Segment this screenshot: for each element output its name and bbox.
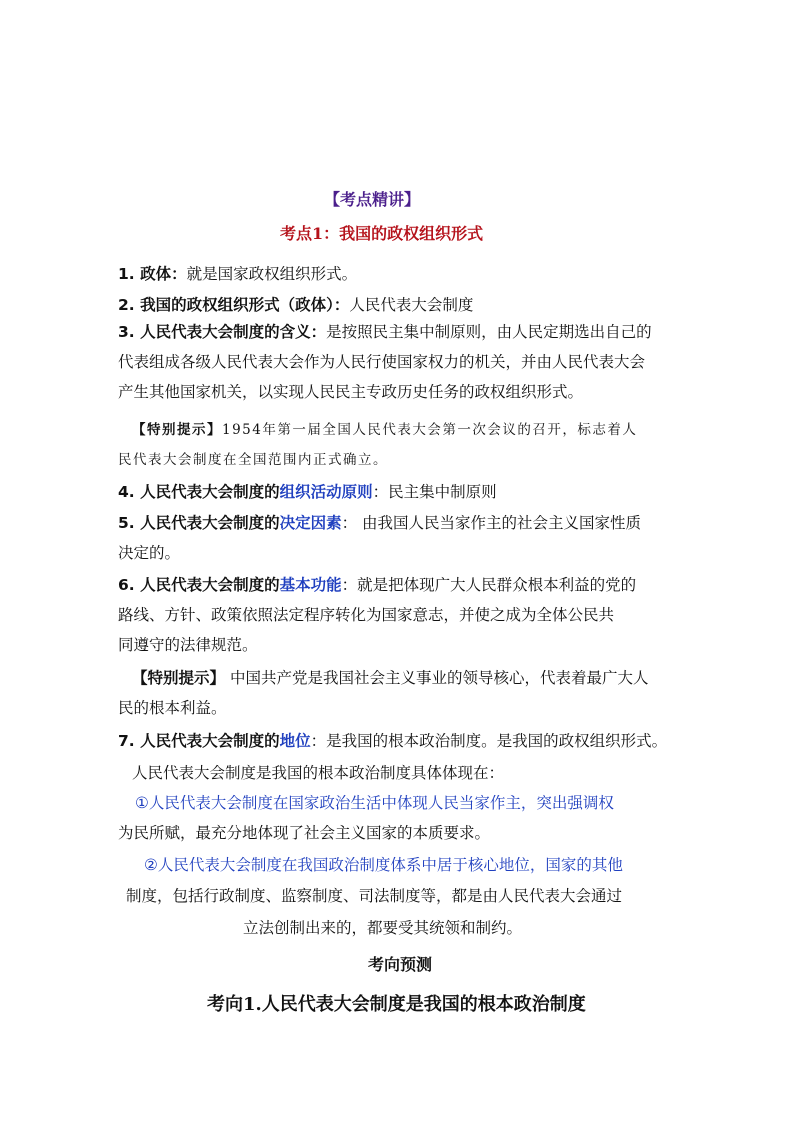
item-3-line-b: 代表组成各级人民代表大会作为人民行使国家权力的机关，并由人民代表大会 <box>118 353 646 371</box>
tip-1-line-b: 民代表大会制度在全国范围内正式确立。 <box>118 452 388 468</box>
point-2-line-b: 制度，包括行政制度、监察制度、司法制度等，都是由人民代表大会通过 <box>126 887 623 905</box>
item-1-text: 就是国家政权组织形式。 <box>186 265 358 283</box>
item-7-text: ：是我国的根本政治制度。是我国的政权组织形式。 <box>310 732 668 750</box>
item-1-label: 1. 政体： <box>118 265 187 283</box>
item-6 <box>118 575 636 595</box>
tip-1-label: 【特别提示】 <box>132 422 222 438</box>
item-5 <box>118 513 641 533</box>
item-5-label: 5. 人民代表大会制度的 <box>118 514 280 532</box>
item-1 <box>118 264 357 284</box>
point-2-text-a: ②人民代表大会制度在我国政治制度体系中居于核心地位，国家的其他 <box>144 856 623 874</box>
point-2-line-c: 立法创制出来的，都要受其统领和制约。 <box>243 919 523 937</box>
item-6-text: ：就是把体现广大人民群众根本利益的党的 <box>341 576 637 594</box>
item-3-text-a: 是按照民主集中制原则，由人民定期选出自己的 <box>326 323 652 341</box>
tip-2 <box>132 668 648 688</box>
direction-title: 考向1.人民代表大会制度是我国的根本政治制度 <box>207 994 586 1015</box>
item-7-sub: 人民代表大会制度是我国的根本政治制度具体体现在： <box>132 764 505 782</box>
point-1-line-b: 为民所赋，最充分地体现了社会主义国家的本质要求。 <box>118 824 491 842</box>
tip-2-label: 【特别提示】 <box>132 669 226 687</box>
item-4-key: 组织活动原则 <box>279 483 373 501</box>
item-2-text: 人民代表大会制度 <box>349 296 474 314</box>
point-1-text-a: ①人民代表大会制度在国家政治生活中体现人民当家作主，突出强调权 <box>135 794 614 812</box>
item-3 <box>118 322 652 342</box>
item-5-text: ： 由我国人民当家作主的社会主义国家性质 <box>341 514 642 532</box>
item-6-line-b: 路线、方针、政策依照法定程序转化为国家意志，并使之成为全体公民共 <box>118 606 615 624</box>
item-3-line-c: 产生其他国家机关，以实现人民民主专政历史任务的政权组织形式。 <box>118 383 584 401</box>
section-title: 【考点精讲】 <box>324 190 421 209</box>
item-5-key: 决定因素 <box>279 514 342 532</box>
tip-2-text-a: 中国共产党是我国社会主义事业的领导核心，代表着最广大人 <box>225 669 649 687</box>
item-7 <box>118 731 667 751</box>
item-5-line-b: 决定的。 <box>118 544 181 562</box>
point-2-line-a <box>144 855 623 875</box>
item-3-label: 3. 人民代表大会制度的含义： <box>118 323 327 341</box>
tip-1-text-a: 1954年第一届全国人民代表大会第一次会议的召开，标志着人 <box>222 422 638 438</box>
item-4-label: 4. 人民代表大会制度的 <box>118 483 280 501</box>
item-6-line-c: 同遵守的法律规范。 <box>118 636 258 654</box>
item-2 <box>118 295 473 315</box>
item-7-key: 地位 <box>279 732 311 750</box>
tip-2-line-b: 民的根本利益。 <box>118 699 227 717</box>
item-7-label: 7. 人民代表大会制度的 <box>118 732 280 750</box>
item-4 <box>118 482 497 502</box>
point-1-line-a <box>135 793 614 813</box>
tip-1 <box>132 420 637 440</box>
item-4-text: ：民主集中制原则 <box>372 483 497 501</box>
item-6-label: 6. 人民代表大会制度的 <box>118 576 280 594</box>
forecast-title: 考向预测 <box>368 955 433 974</box>
item-6-key: 基本功能 <box>279 576 342 594</box>
point-title: 考点1：我国的政权组织形式 <box>280 224 484 243</box>
item-2-label: 2. 我国的政权组织形式（政体）： <box>118 296 350 314</box>
